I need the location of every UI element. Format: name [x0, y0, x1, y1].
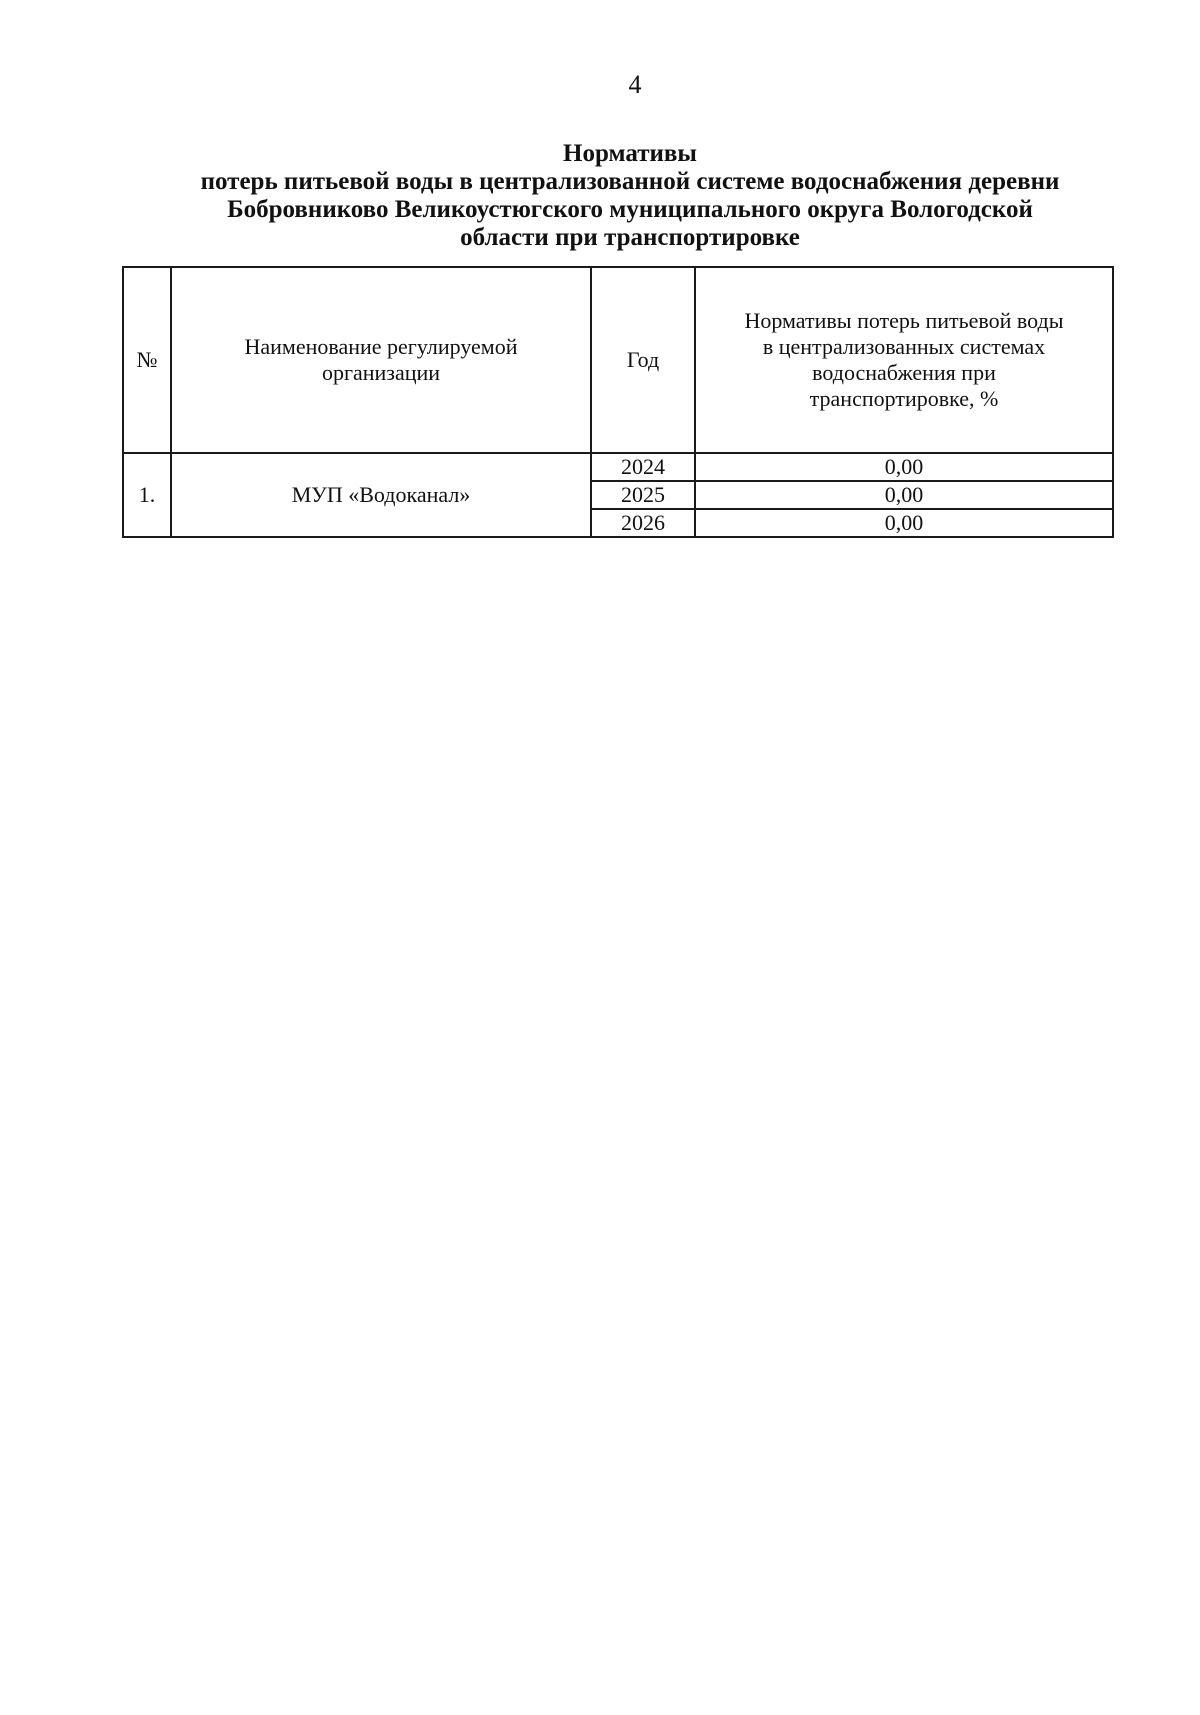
norms-table	[122, 266, 1114, 538]
header-number: №	[123, 267, 171, 453]
header-organization-line: Наименование регулируемой	[244, 334, 518, 359]
row-norm-value: 0,00	[695, 453, 1113, 481]
title-line-2: потерь питьевой воды в централизованной системе водоснабжения деревни	[200, 168, 1060, 195]
document-title	[120, 140, 1140, 252]
header-year: Год	[591, 267, 695, 453]
header-norm-line: водоснабжения при	[812, 360, 996, 385]
row-organization: МУП «Водоканал»	[171, 453, 591, 537]
header-norm	[695, 267, 1113, 453]
row-year: 2025	[591, 481, 695, 509]
row-year: 2026	[591, 509, 695, 537]
row-norm-value: 0,00	[695, 509, 1113, 537]
table-header-row	[123, 267, 1113, 453]
header-norm-line: транспортировке, %	[809, 386, 999, 411]
table-row	[123, 453, 1113, 481]
page-number: 4	[628, 70, 642, 99]
title-line-3: Бобровниково Великоустюгского муниципального округа Вологодской	[227, 196, 1033, 223]
title-line-1: Нормативы	[563, 140, 697, 167]
header-norm-line: Нормативы потерь питьевой воды	[744, 308, 1064, 333]
row-number: 1.	[123, 453, 171, 537]
row-year: 2024	[591, 453, 695, 481]
header-organization	[171, 267, 591, 453]
row-norm-value: 0,00	[695, 481, 1113, 509]
title-line-4: области при транспортировке	[460, 224, 800, 251]
header-organization-line: организации	[321, 360, 441, 385]
header-norm-line: в централизованных системах	[762, 334, 1046, 359]
